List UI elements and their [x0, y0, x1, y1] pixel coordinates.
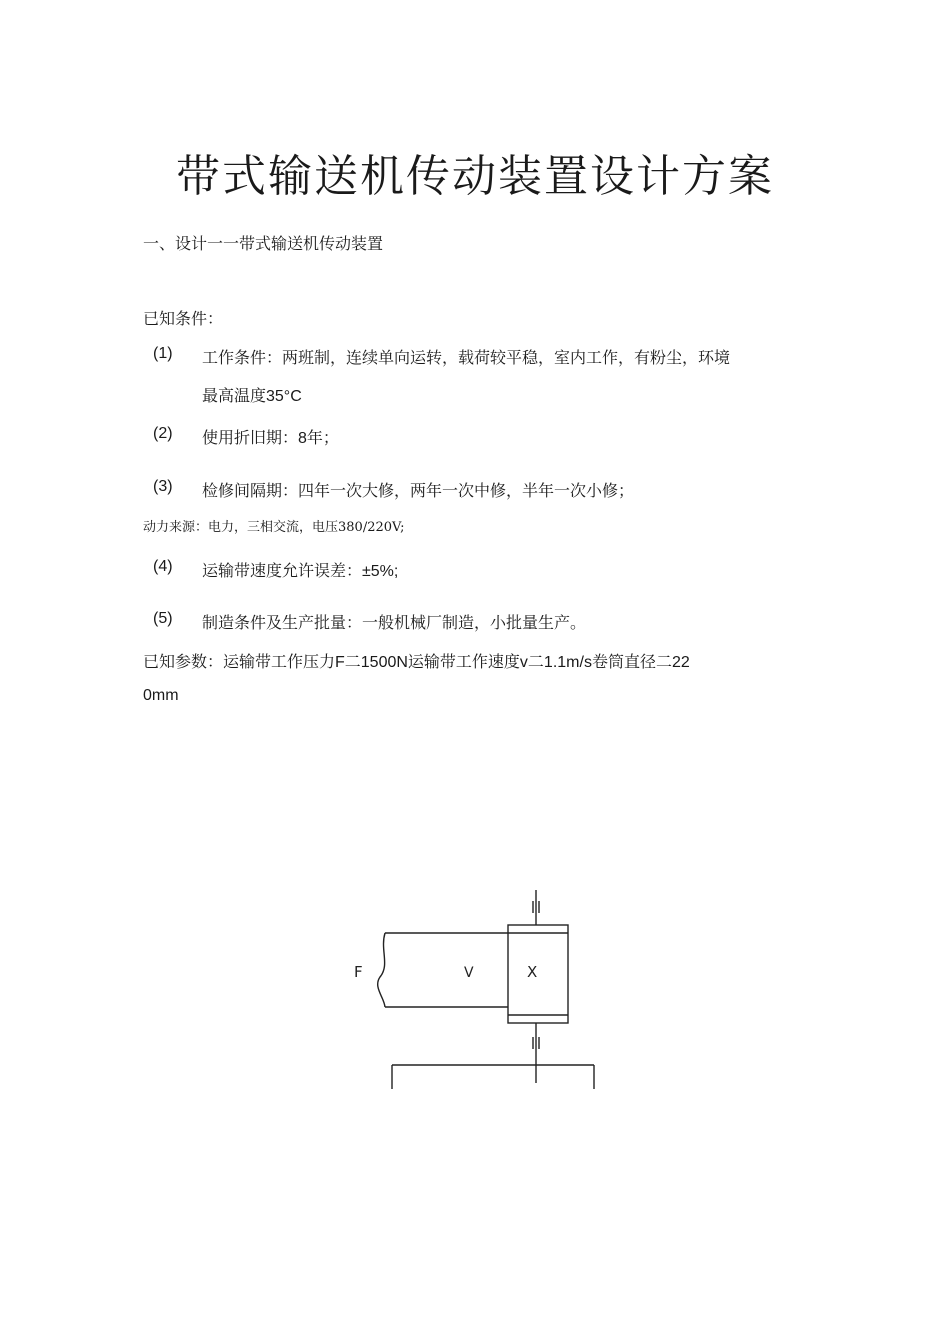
drum-rect	[508, 925, 568, 1023]
item-number: (1)	[153, 345, 173, 362]
known-conditions-label: 已知条件：	[143, 309, 224, 328]
item-number: (5)	[153, 610, 173, 627]
belt-break-line	[378, 933, 385, 1007]
item-text: 工作条件：两班制，连续单向运转，载荷较平稳，室内工作，有粉尘，环境	[202, 350, 731, 367]
power-source-line: 动力来源：电力，三相交流，电压380/220V;	[143, 520, 405, 535]
known-params-line: 已知参数：运输带工作压力F二1500N运输带工作速度v二1.1m/s卷筒直径二22	[143, 654, 690, 671]
diagram-lines	[378, 890, 594, 1089]
conveyor-diagram	[340, 885, 610, 1090]
label-velocity-v: V	[464, 965, 474, 981]
item-number: (2)	[153, 425, 173, 442]
item-number: (4)	[153, 558, 173, 575]
section-heading: 一、设计一一带式输送机传动装置	[143, 234, 384, 253]
item-text: 制造条件及生产批量：一般机械厂制造，小批量生产。	[202, 615, 587, 632]
item-number: (3)	[153, 478, 173, 495]
item-text: 使用折旧期：8年；	[202, 430, 339, 447]
label-drum-x: X	[527, 963, 538, 981]
item-text: 检修间隔期：四年一次大修，两年一次中修，半年一次小修；	[202, 483, 635, 500]
document-title: 带式输送机传动装置设计方案	[176, 151, 774, 202]
label-force-f: F	[354, 963, 363, 981]
known-params-line-continuation: 0mm	[143, 687, 179, 704]
item-text-continuation: 最高温度35°C	[202, 388, 302, 405]
item-text: 运输带速度允许误差：±5%;	[202, 563, 399, 580]
